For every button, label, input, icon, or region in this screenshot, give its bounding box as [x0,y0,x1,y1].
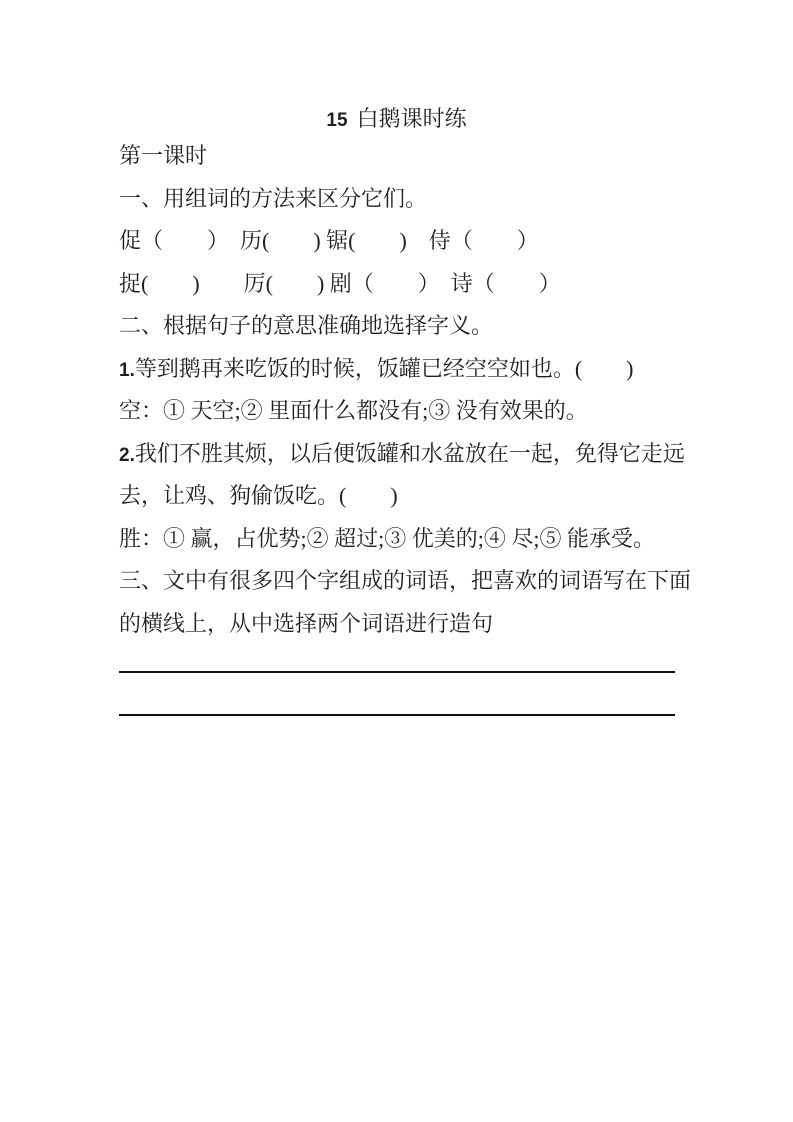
title-lesson-number: 15 [326,110,348,131]
answer-line-1 [119,671,675,673]
question-two-item-1-options: 空：① 天空;② 里面什么都没有;③ 没有效果的。 [119,398,588,423]
question-three-heading-continued: 的横线上，从中选择两个词语进行造句 [119,610,494,636]
question-one-row-1: 促（ ） 历( ) 锯( ) 侍（ ） [119,228,539,253]
question-one-heading: 一、用组词的方法来区分它们。 [119,185,428,211]
question-two-heading: 二、根据句子的意思准确地选择字义。 [119,313,494,338]
question-two-item-2-options: 胜：① 赢，占优势;② 超过;③ 优美的;④ 尽;⑤ 能承受。 [119,525,655,551]
worksheet-title [0,0,793,135]
title-text: 白鹅课时练 [356,106,467,131]
answer-line-2 [119,714,675,716]
session-heading: 第一课时 [119,143,208,168]
question-one-row-2: 捉( ) 厉( ) 剧（ ） 诗（ ） [119,270,561,296]
question-two-item-1: 1.等到鹅再来吃饭的时候，饭罐已经空空如也。( ) [119,355,634,381]
question-two-item-2-continued: 去，让鸡、狗偷饭吃。( ) [119,483,398,508]
question-two-item-2: 2.我们不胜其烦，以后便饭罐和水盆放在一起，免得它走远 [119,440,685,466]
question-three-heading: 三、文中有很多四个字组成的词语，把喜欢的词语写在下面 [119,568,692,593]
worksheet-content [119,135,692,716]
